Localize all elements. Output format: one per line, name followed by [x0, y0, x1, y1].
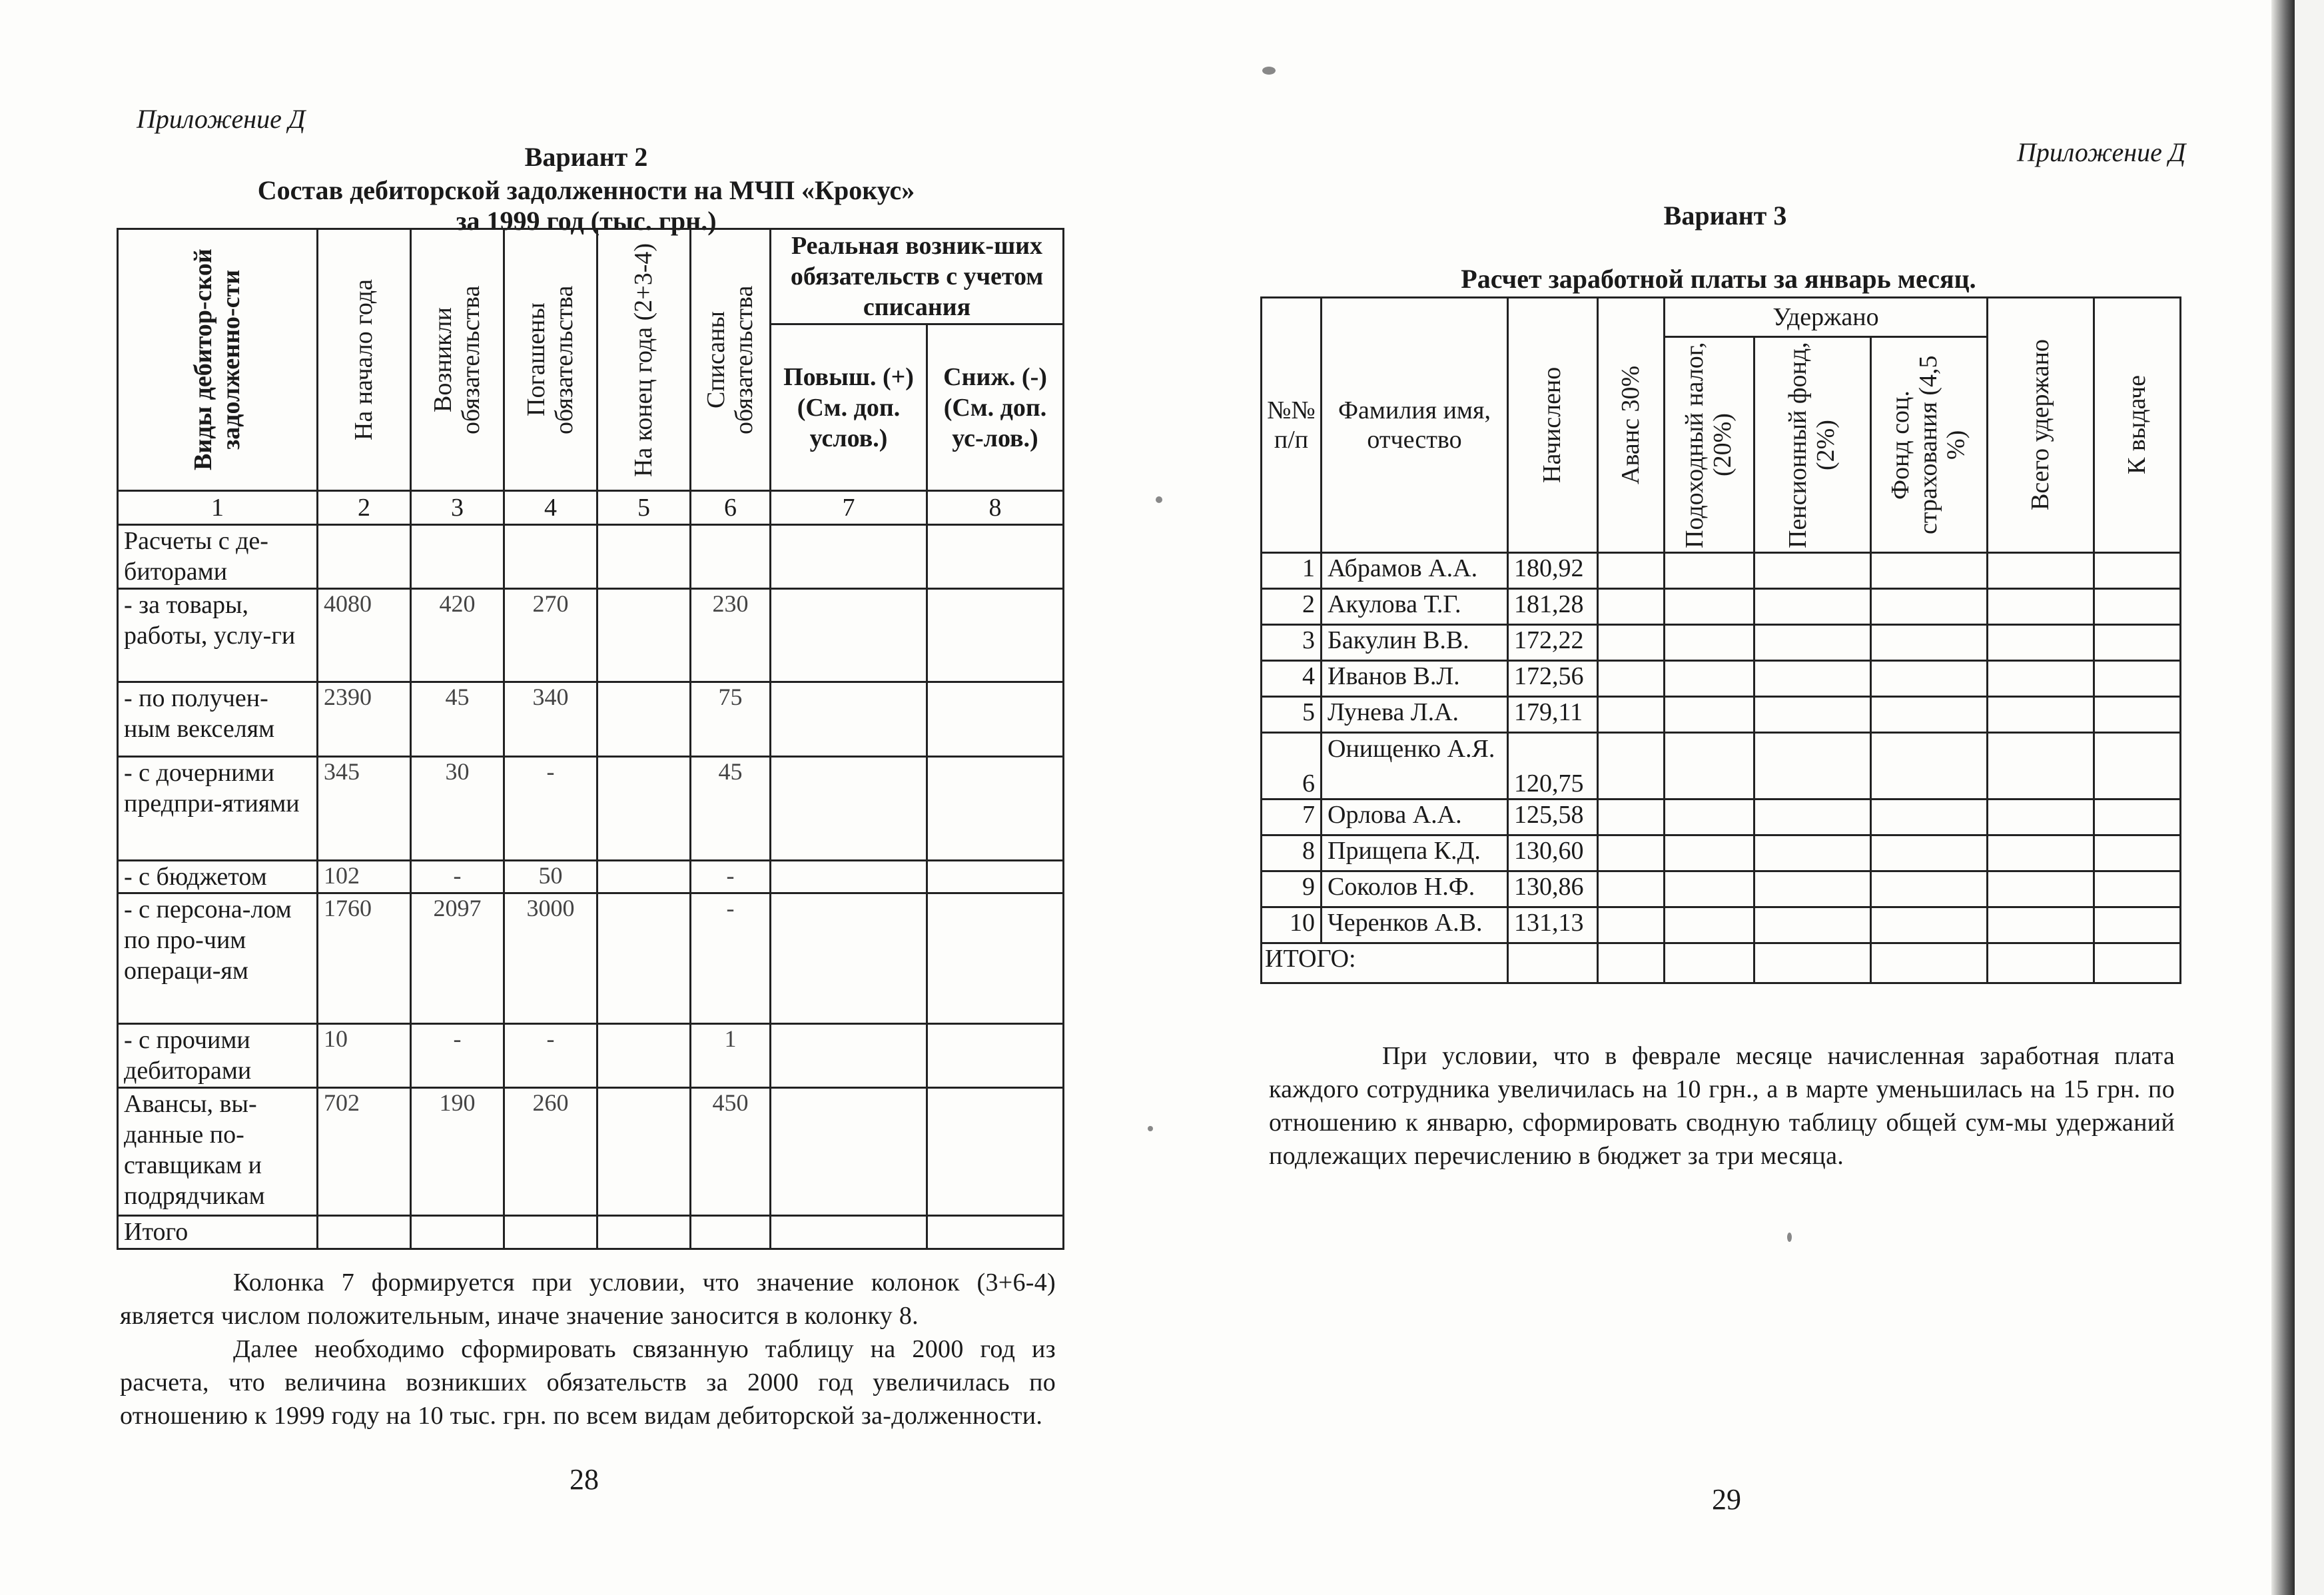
note-text: При условии, что в феврале месяце начисленная заработная плата каждого сотрудника увеличилась на 10 грн., а в марте уменьшилась на 15 грн. по отношению к январю, сформировать сводную таблицу общей сум-мы удержаний подлежащих перечислению в бюджет за три месяца. — [1269, 1042, 2175, 1170]
row-accrued: 180,92 — [1508, 553, 1598, 589]
header-increase: Повыш. (+) (См. доп. услов.) — [771, 324, 927, 491]
header-pension: Пенсионный фонд, (2%) — [1754, 337, 1871, 553]
cell — [1988, 943, 2094, 983]
row-accrued: 130,86 — [1508, 871, 1598, 907]
cell — [504, 525, 597, 589]
col-number: 3 — [411, 491, 504, 525]
cell — [771, 1088, 927, 1216]
cell — [1988, 907, 2094, 943]
cell: - — [691, 893, 771, 1024]
row-label: - с бюджетом — [118, 861, 318, 893]
cell — [597, 525, 691, 589]
row-name: Черенков А.В. — [1322, 907, 1508, 943]
cell — [1871, 943, 1988, 983]
col-number: 8 — [927, 491, 1064, 525]
cell — [2094, 871, 2181, 907]
payroll-table — [1260, 296, 2181, 984]
cell — [771, 682, 927, 757]
header-withheld: Удержано — [1665, 298, 1988, 337]
cell — [1871, 553, 1988, 589]
header-start: На начало года — [318, 229, 411, 491]
col-number: 5 — [597, 491, 691, 525]
row-num: 3 — [1262, 625, 1322, 661]
cell — [1665, 697, 1754, 733]
cell — [1665, 943, 1754, 983]
cell — [771, 1024, 927, 1088]
cell: 2097 — [411, 893, 504, 1024]
cell — [927, 589, 1064, 682]
row-name: Иванов В.Л. — [1322, 661, 1508, 697]
cell — [691, 1216, 771, 1249]
table-title: Состав дебиторской задолженности на МЧП «Крокус» — [257, 175, 915, 205]
table-row — [1262, 661, 2181, 697]
cell — [1598, 835, 1665, 871]
table-row — [118, 1024, 1064, 1088]
cell: - — [504, 757, 597, 861]
cell — [597, 1088, 691, 1216]
cell — [1988, 835, 2094, 871]
scan-speck — [1787, 1233, 1792, 1242]
cell: 260 — [504, 1088, 597, 1216]
header-income-tax: Подоходный налог, (20%) — [1665, 337, 1754, 553]
cell — [411, 525, 504, 589]
row-label: - с прочими дебиторами — [118, 1024, 318, 1088]
cell: 1 — [691, 1024, 771, 1088]
row-num: 2 — [1262, 589, 1322, 625]
row-name: Лунева Л.А. — [1322, 697, 1508, 733]
variant-title: Вариант 3 — [1663, 201, 1787, 231]
cell — [597, 1216, 691, 1249]
page-number: 29 — [1712, 1483, 1741, 1516]
cell — [1871, 871, 1988, 907]
header-written-off: Списаны обязательства — [691, 229, 771, 491]
row-accrued: 131,13 — [1508, 907, 1598, 943]
cell — [1871, 835, 1988, 871]
row-accrued: 130,60 — [1508, 835, 1598, 871]
cell — [597, 682, 691, 757]
cell — [927, 525, 1064, 589]
cell — [597, 589, 691, 682]
row-accrued: 181,28 — [1508, 589, 1598, 625]
cell — [2094, 907, 2181, 943]
table-row — [1262, 625, 2181, 661]
header-total-withheld: Всего удержано — [1988, 298, 2094, 553]
receivables-table — [117, 228, 1064, 1250]
row-num: 1 — [1262, 553, 1322, 589]
table-row — [118, 1088, 1064, 1216]
cell — [1598, 943, 1665, 983]
table-row — [1262, 907, 2181, 943]
note-next-table: Далее необходимо сформировать связанную таблицу на 2000 год из расчета, что величина возникших обязательств за 2000 год увеличилась по отношению к 1999 году на 10 тыс. грн. по всем видам дебиторской за-долженности. — [120, 1335, 1056, 1430]
header-debt-type: Виды дебитор-ской задолженно-сти — [118, 229, 318, 491]
row-name: Акулова Т.Г. — [1322, 589, 1508, 625]
cell — [504, 1216, 597, 1249]
cell — [1754, 553, 1871, 589]
table-row — [1262, 799, 2181, 835]
row-accrued: 172,56 — [1508, 661, 1598, 697]
cell — [1871, 733, 1988, 799]
table-row — [118, 1216, 1064, 1249]
header-to-pay: К выдаче — [2094, 298, 2181, 553]
cell — [1754, 625, 1871, 661]
cell — [597, 893, 691, 1024]
cell — [2094, 697, 2181, 733]
cell — [2094, 589, 2181, 625]
table-row — [1262, 733, 2181, 799]
note-paragraph — [120, 1266, 1056, 1432]
cell — [771, 757, 927, 861]
scan-speck — [1262, 67, 1276, 75]
cell — [927, 1024, 1064, 1088]
cell — [2094, 835, 2181, 871]
cell — [1598, 799, 1665, 835]
row-accrued: 172,22 — [1508, 625, 1598, 661]
col-number: 7 — [771, 491, 927, 525]
cell — [2094, 553, 2181, 589]
cell: 420 — [411, 589, 504, 682]
cell — [1665, 625, 1754, 661]
appendix-label: Приложение Д — [137, 104, 306, 134]
table-row — [1262, 589, 2181, 625]
row-name: Орлова А.А. — [1322, 799, 1508, 835]
cell — [1871, 799, 1988, 835]
cell — [1871, 661, 1988, 697]
cell — [1754, 589, 1871, 625]
cell — [927, 757, 1064, 861]
header-social: Фонд соц. страхования (4,5 %) — [1871, 337, 1988, 553]
cell — [691, 525, 771, 589]
table-row — [118, 893, 1064, 1024]
cell — [1665, 907, 1754, 943]
row-accrued: 125,58 — [1508, 799, 1598, 835]
page-edge — [2295, 0, 2324, 1595]
cell — [771, 861, 927, 893]
row-num: 10 — [1262, 907, 1322, 943]
cell: 30 — [411, 757, 504, 861]
cell — [597, 1024, 691, 1088]
cell: 4080 — [318, 589, 411, 682]
cell — [1598, 871, 1665, 907]
cell: 50 — [504, 861, 597, 893]
cell — [1988, 589, 2094, 625]
cell: - — [504, 1024, 597, 1088]
header-arisen: Возникли обязательства — [411, 229, 504, 491]
variant-title: Вариант 2 — [524, 142, 648, 172]
col-number: 1 — [118, 491, 318, 525]
cell — [1665, 835, 1754, 871]
header-accrued: Начислено — [1508, 298, 1598, 553]
cell: 450 — [691, 1088, 771, 1216]
row-label: - за товары, работы, услу-ги — [118, 589, 318, 682]
cell — [1871, 697, 1988, 733]
cell: 345 — [318, 757, 411, 861]
table-row — [118, 525, 1064, 589]
cell: - — [691, 861, 771, 893]
cell — [1665, 799, 1754, 835]
cell — [1871, 907, 1988, 943]
row-num: 7 — [1262, 799, 1322, 835]
row-num: 8 — [1262, 835, 1322, 871]
total-row — [1262, 943, 2181, 983]
cell — [597, 861, 691, 893]
table-row — [1262, 697, 2181, 733]
header-end: На конец года (2+3-4) — [597, 229, 691, 491]
row-name: Прищепа К.Д. — [1322, 835, 1508, 871]
table-row — [118, 589, 1064, 682]
cell: 3000 — [504, 893, 597, 1024]
cell — [1598, 661, 1665, 697]
cell — [1988, 799, 2094, 835]
cell — [1988, 661, 2094, 697]
cell: - — [411, 1024, 504, 1088]
cell — [927, 682, 1064, 757]
cell — [1988, 625, 2094, 661]
row-accrued: 179,11 — [1508, 697, 1598, 733]
cell — [318, 1216, 411, 1249]
cell — [1598, 697, 1665, 733]
cell — [1754, 835, 1871, 871]
cell — [771, 525, 927, 589]
cell — [927, 1216, 1064, 1249]
book-spine-shadow — [2271, 0, 2295, 1595]
scan-speck — [1156, 496, 1162, 503]
header-decrease: Сниж. (-) (См. доп. ус-лов.) — [927, 324, 1064, 491]
table-row — [1262, 553, 2181, 589]
cell — [771, 589, 927, 682]
cell: 75 — [691, 682, 771, 757]
cell — [1665, 553, 1754, 589]
table-row — [118, 682, 1064, 757]
note-col7: Колонка 7 формируется при условии, что значение колонок (3+6-4) является числом положительным, иначе значение заносится в колонку 8. — [120, 1269, 1056, 1330]
col-number: 6 — [691, 491, 771, 525]
row-name: Онищенко А.Я. — [1322, 733, 1508, 799]
row-label: Авансы, вы-данные по-ставщикам и подрядчикам — [118, 1088, 318, 1216]
header-num: №№ п/п — [1262, 298, 1322, 553]
cell — [1598, 733, 1665, 799]
cell: 702 — [318, 1088, 411, 1216]
cell — [1988, 553, 2094, 589]
page-number: 28 — [570, 1463, 599, 1496]
cell — [2094, 943, 2181, 983]
header-repaid: Погашены обязательства — [504, 229, 597, 491]
cell — [2094, 625, 2181, 661]
cell — [1988, 697, 2094, 733]
cell — [771, 1216, 927, 1249]
header-advance: Аванс 30% — [1598, 298, 1665, 553]
table-row — [1262, 871, 2181, 907]
cell — [2094, 661, 2181, 697]
total-label: ИТОГО: — [1262, 943, 1508, 983]
row-accrued: 120,75 — [1508, 733, 1598, 799]
cell — [1754, 943, 1871, 983]
cell — [411, 1216, 504, 1249]
header-name: Фамилия имя, отчество — [1322, 298, 1508, 553]
cell — [2094, 733, 2181, 799]
cell — [1598, 589, 1665, 625]
cell — [1871, 589, 1988, 625]
row-name: Бакулин В.В. — [1322, 625, 1508, 661]
note-paragraph — [1269, 1039, 2175, 1173]
row-num: 9 — [1262, 871, 1322, 907]
col-number: 2 — [318, 491, 411, 525]
cell: 270 — [504, 589, 597, 682]
cell: 340 — [504, 682, 597, 757]
cell — [1754, 799, 1871, 835]
row-name: Абрамов А.А. — [1322, 553, 1508, 589]
table-row — [118, 757, 1064, 861]
cell: - — [411, 861, 504, 893]
cell: 102 — [318, 861, 411, 893]
cell — [1665, 871, 1754, 907]
cell — [1508, 943, 1598, 983]
row-label: - с персона-лом по про-чим операци-ям — [118, 893, 318, 1024]
cell: 1760 — [318, 893, 411, 1024]
cell: 230 — [691, 589, 771, 682]
col-number: 4 — [504, 491, 597, 525]
cell — [927, 861, 1064, 893]
cell — [1754, 661, 1871, 697]
row-label: - по получен-ным векселям — [118, 682, 318, 757]
cell — [1754, 697, 1871, 733]
right-page — [1152, 0, 2324, 1595]
left-page — [0, 0, 1152, 1595]
row-num: 5 — [1262, 697, 1322, 733]
cell — [1754, 733, 1871, 799]
cell — [771, 893, 927, 1024]
cell — [1598, 625, 1665, 661]
cell: 10 — [318, 1024, 411, 1088]
appendix-label: Приложение Д — [2017, 137, 2186, 167]
cell — [1598, 553, 1665, 589]
cell — [2094, 799, 2181, 835]
cell — [1754, 871, 1871, 907]
cell — [1598, 907, 1665, 943]
row-label: Итого — [118, 1216, 318, 1249]
scan-speck — [1148, 1126, 1153, 1131]
cell: 2390 — [318, 682, 411, 757]
cell — [1871, 625, 1988, 661]
cell: 190 — [411, 1088, 504, 1216]
cell — [1988, 733, 2094, 799]
cell — [1665, 733, 1754, 799]
cell — [927, 1088, 1064, 1216]
row-name: Соколов Н.Ф. — [1322, 871, 1508, 907]
cell — [1665, 589, 1754, 625]
row-num: 4 — [1262, 661, 1322, 697]
table-row — [118, 861, 1064, 893]
cell — [318, 525, 411, 589]
cell — [927, 893, 1064, 1024]
row-num: 6 — [1262, 733, 1322, 799]
cell: 45 — [691, 757, 771, 861]
cell: 45 — [411, 682, 504, 757]
cell — [1988, 871, 2094, 907]
row-label: Расчеты с де-биторами — [118, 525, 318, 589]
cell — [1665, 661, 1754, 697]
header-real-group: Реальная возник-ших обязательств с учетом списания — [771, 229, 1064, 324]
table-title: Расчет заработной платы за январь месяц. — [1461, 264, 1976, 294]
table-row — [1262, 835, 2181, 871]
table-subtitle: за 1999 год (тыс. грн.) — [456, 206, 717, 236]
cell — [1754, 907, 1871, 943]
cell — [597, 757, 691, 861]
row-label: - с дочерними предпри-ятиями — [118, 757, 318, 861]
